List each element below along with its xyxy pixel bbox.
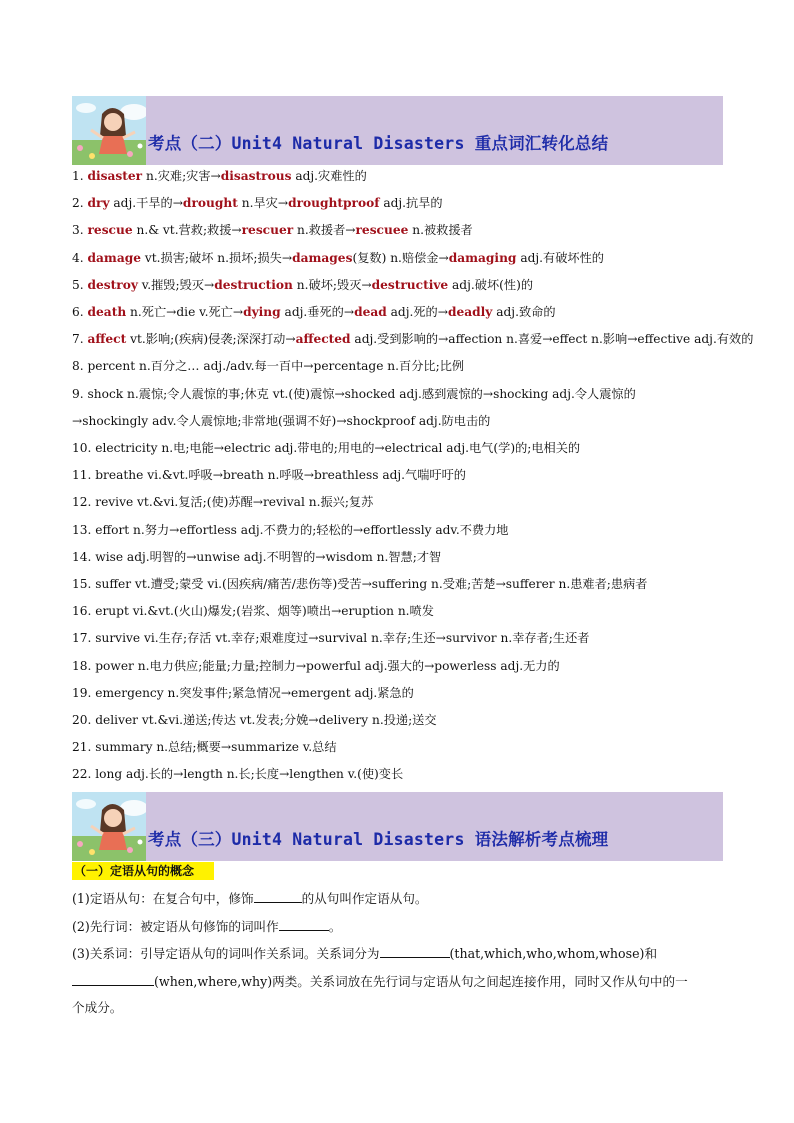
- vocab-line: [72, 630, 589, 646]
- vocab-text: 7.: [72, 332, 88, 347]
- vocab-text: 5.: [72, 277, 88, 292]
- banner-title: 考点（三）Unit4 Natural Disasters 语法解析考点梳理: [148, 830, 609, 849]
- vocab-keyword: dying: [243, 305, 281, 319]
- vocab-text: n.救援者→: [293, 223, 356, 238]
- vocab-text: 17. survive vi.生存;存活 vt.幸存;艰难度过→survival n.幸存;生还→survivor n.幸存者;生还者: [72, 631, 590, 646]
- vocab-line: [72, 277, 533, 293]
- vocab-text: →shockingly adv.令人震惊地;非常地(强调不好)→shockproof adj.防电击的: [72, 413, 491, 428]
- vocab-text: 22. long adj.长的→length n.长;长度→lengthen v.(使)变长: [72, 767, 404, 782]
- text: 。: [328, 919, 342, 934]
- vocab-text: n.旱灾→: [237, 196, 289, 211]
- vocab-text: 9. shock n.震惊;令人震惊的事;休克 vt.(使)震惊→shocked adj.感到震惊的→shocking adj.令人震惊的: [72, 386, 636, 401]
- vocab-text: adj.死的→: [386, 305, 448, 319]
- vocab-line: [72, 549, 441, 565]
- vocab-line: [72, 658, 560, 674]
- vocab-text: 10. electricity n.电;电能→electric adj.带电的;用电的→electrical adj.电气(学)的;电相关的: [72, 441, 581, 455]
- vocab-keyword: rescuee: [355, 223, 409, 238]
- vocab-keyword: rescue: [87, 223, 133, 238]
- vocab-line: [72, 440, 580, 456]
- vocab-line: [72, 739, 337, 755]
- vocab-text: adj.有破坏性的: [516, 250, 604, 265]
- section-banner-grammar: [72, 792, 723, 861]
- vocab-text: n.灾难;灾害→: [142, 169, 221, 183]
- vocab-keyword: disastrous: [220, 169, 292, 183]
- text: (when,where,why)两类。关系词放在先行词与定语从句之间起连接作用，同时又作从句中的一: [154, 974, 688, 989]
- text: 的从句叫作定语从句。: [301, 891, 428, 906]
- vocab-keyword: drought: [182, 196, 238, 211]
- vocab-keyword: disaster: [87, 169, 143, 183]
- vocab-text: 14. wise adj.明智的→unwise adj.不明智的→wisdom n.智慧;才智: [72, 549, 442, 564]
- text: (that,which,who,whom,whose)和: [449, 946, 658, 961]
- vocab-text: 4.: [72, 250, 88, 265]
- text: (3)关系词：引导定语从句的词叫作关系词。关系词分为: [72, 946, 380, 961]
- vocab-keyword: dead: [354, 305, 387, 319]
- banner-title: 考点（二）Unit4 Natural Disasters 重点词汇转化总结: [148, 134, 609, 153]
- paragraph-3: [72, 945, 657, 962]
- vocab-text: 19. emergency n.突发事件;紧急情况→emergent adj.紧急的: [72, 685, 414, 700]
- vocab-keyword: affect: [87, 332, 127, 347]
- vocab-line: [72, 685, 414, 701]
- vocab-text: 15. suffer vt.遭受;蒙受 vi.(因疾病/痛苦/悲伤等)受苦→suffering n.受难;苦楚→sufferer n.患难者;患病者: [72, 577, 648, 591]
- vocab-text: adj.干旱的→: [109, 196, 183, 211]
- section-label: （一）定语从句的概念: [72, 862, 214, 880]
- vocab-keyword: destruction: [214, 277, 293, 292]
- vocab-line: [72, 766, 403, 782]
- vocab-line: [72, 168, 367, 184]
- vocab-line: [72, 331, 753, 347]
- girl-illustration-icon: [72, 792, 146, 861]
- vocab-line: [72, 494, 373, 510]
- vocab-line: [72, 222, 473, 238]
- vocab-keyword: affected: [295, 332, 351, 347]
- vocab-keyword: death: [87, 305, 127, 319]
- vocab-text: adj.垂死的→: [280, 305, 355, 319]
- vocab-text: v.摧毁;毁灭→: [137, 277, 215, 292]
- vocab-text: 12. revive vt.&vi.复活;(使)苏醒→revival n.振兴;复苏: [72, 495, 374, 510]
- paragraph-3-cont: [72, 973, 688, 990]
- vocab-text: 3.: [72, 223, 88, 238]
- section-banner-vocab: [72, 96, 723, 165]
- vocab-text: n.被救援者: [408, 223, 473, 238]
- vocab-keyword: damage: [87, 250, 142, 265]
- vocab-text: vt.损害;破坏 n.损坏;损失→: [141, 250, 293, 265]
- vocab-text: adj.灾难性的: [291, 169, 367, 183]
- vocab-line: [72, 195, 443, 211]
- vocab-text: adj.抗旱的: [379, 196, 443, 211]
- vocab-text: 6.: [72, 305, 88, 319]
- vocab-line: [72, 250, 604, 266]
- fill-blank[interactable]: [279, 918, 329, 931]
- vocab-keyword: damages: [292, 250, 353, 265]
- vocab-text: n.& vt.营救;救援→: [132, 223, 242, 238]
- vocab-line: [72, 522, 509, 538]
- text: 个成分。: [72, 1000, 123, 1015]
- vocab-text: vt.影响;(疾病)侵袭;深深打动→: [126, 332, 296, 347]
- vocab-text: n.破坏;毁灭→: [292, 277, 372, 292]
- vocab-text: 21. summary n.总结;概要→summarize v.总结: [72, 740, 337, 755]
- vocab-keyword: droughtproof: [288, 196, 380, 211]
- vocab-keyword: dry: [87, 196, 110, 211]
- paragraph-2: [72, 918, 341, 935]
- vocab-text: 8. percent n.百分之… adj./adv.每一百中→percentage n.百分比;比例: [72, 359, 465, 374]
- vocab-keyword: deadly: [447, 305, 493, 319]
- vocab-text: adj.致命的: [492, 305, 556, 319]
- vocab-text: n.死亡→die v.死亡→: [126, 305, 244, 319]
- fill-blank[interactable]: [72, 973, 154, 986]
- vocab-text: 13. effort n.努力→effortless adj.不费力的;轻松的→effortlessly adv.不费力地: [72, 522, 509, 537]
- vocab-line: [72, 603, 434, 619]
- vocab-text: adj.破坏(性)的: [448, 277, 534, 292]
- vocab-text: 20. deliver vt.&vi.递送;传达 vt.发表;分娩→delivery n.投递;送交: [72, 713, 437, 727]
- text: (2)先行词：被定语从句修饰的词叫作: [72, 919, 279, 934]
- vocab-text: 16. erupt vi.&vt.(火山)爆发;(岩浆、烟等)喷出→eruption n.喷发: [72, 604, 434, 619]
- vocab-text: 11. breathe vi.&vt.呼吸→breath n.呼吸→breathless adj.气喘吁吁的: [72, 468, 466, 483]
- vocab-line: [72, 304, 556, 320]
- fill-blank[interactable]: [254, 890, 302, 903]
- vocab-line: [72, 386, 636, 402]
- vocab-keyword: rescuer: [241, 223, 294, 238]
- paragraph-3-end: [72, 1000, 122, 1016]
- vocab-text: adj.受到影响的→affection n.喜爱→effect n.影响→effective adj.有效的: [350, 332, 754, 347]
- vocab-keyword: destructive: [371, 277, 449, 292]
- vocab-line: [72, 358, 464, 374]
- text: (1)定语从句：在复合句中，修饰: [72, 891, 254, 906]
- vocab-line: [72, 467, 466, 483]
- fill-blank[interactable]: [380, 945, 450, 958]
- vocab-text: 1.: [72, 169, 88, 183]
- girl-illustration-icon: [72, 96, 146, 165]
- vocab-text: 2.: [72, 196, 88, 211]
- vocab-text: 18. power n.电力供应;能量;力量;控制力→powerful adj.强大的→powerless adj.无力的: [72, 658, 560, 673]
- vocab-line: [72, 576, 647, 592]
- vocab-line: [72, 712, 437, 728]
- vocab-keyword: destroy: [87, 277, 138, 292]
- paragraph-1: [72, 890, 428, 907]
- vocab-keyword: damaging: [448, 250, 517, 265]
- vocab-line: [72, 413, 490, 429]
- vocab-text: (复数) n.赔偿金→: [352, 250, 449, 265]
